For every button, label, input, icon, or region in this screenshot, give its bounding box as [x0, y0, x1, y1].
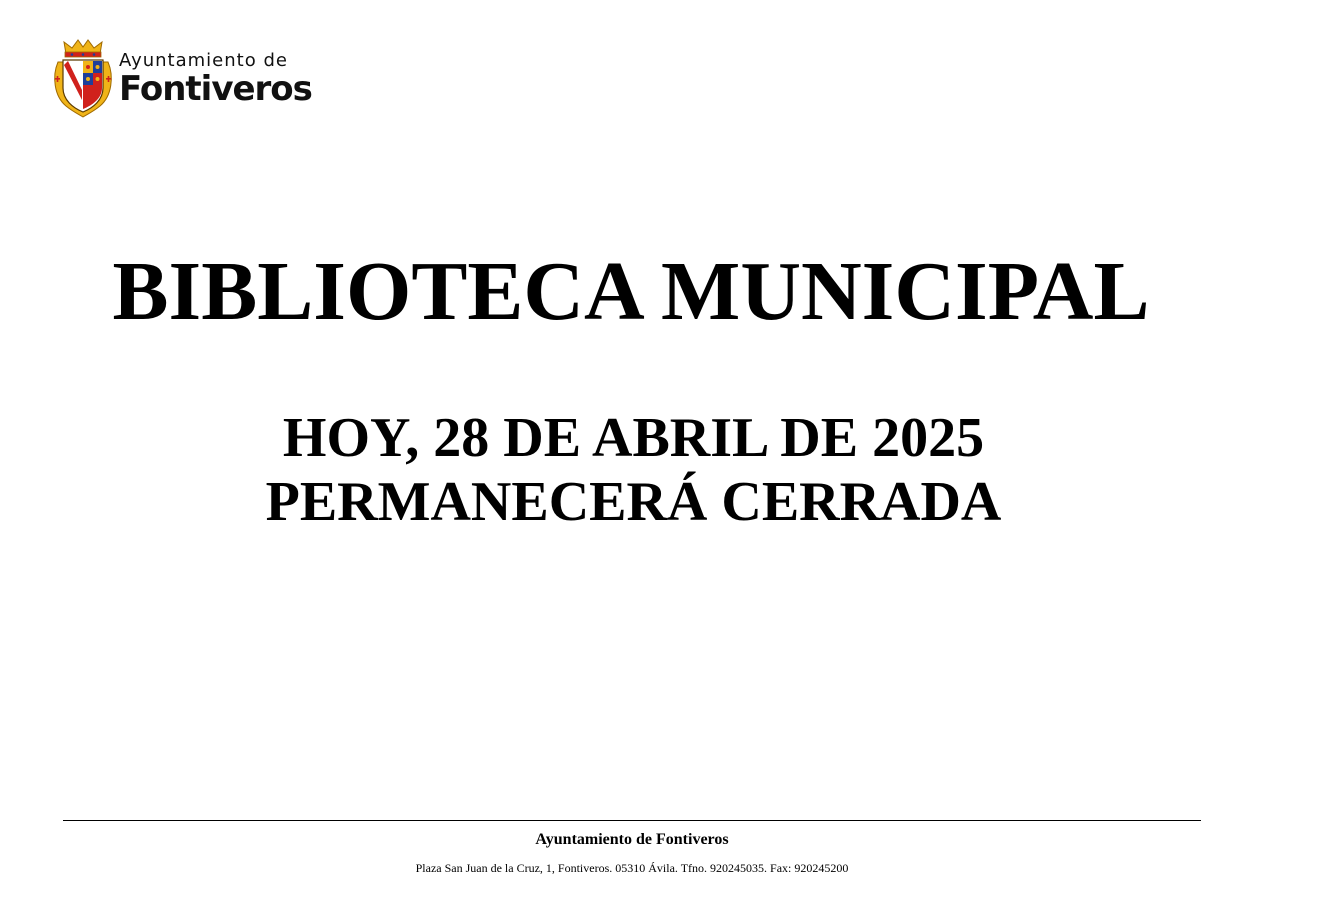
municipality-logo	[52, 38, 312, 118]
footer-address: Plaza San Juan de la Cruz, 1, Fontiveros. 05310 Ávila. Tfno. 920245035. Fax: 920245200	[415, 861, 849, 875]
footer-organization-name: Ayuntamiento de Fontiveros	[535, 831, 729, 848]
logo-wordmark	[119, 50, 312, 109]
notice-date-line: HOY, 28 DE ABRIL DE 2025	[282, 407, 985, 469]
footer-divider	[63, 820, 1201, 821]
notice-status-line: PERMANECERÁ CERRADA	[265, 471, 1002, 533]
closure-notice	[0, 406, 1267, 534]
logo-line-1: Ayuntamiento de	[119, 50, 288, 71]
coat-of-arms-icon	[52, 38, 114, 118]
logo-line-2: Fontiveros	[119, 69, 312, 109]
page-title: BIBLIOTECA MUNICIPAL	[112, 245, 1150, 338]
